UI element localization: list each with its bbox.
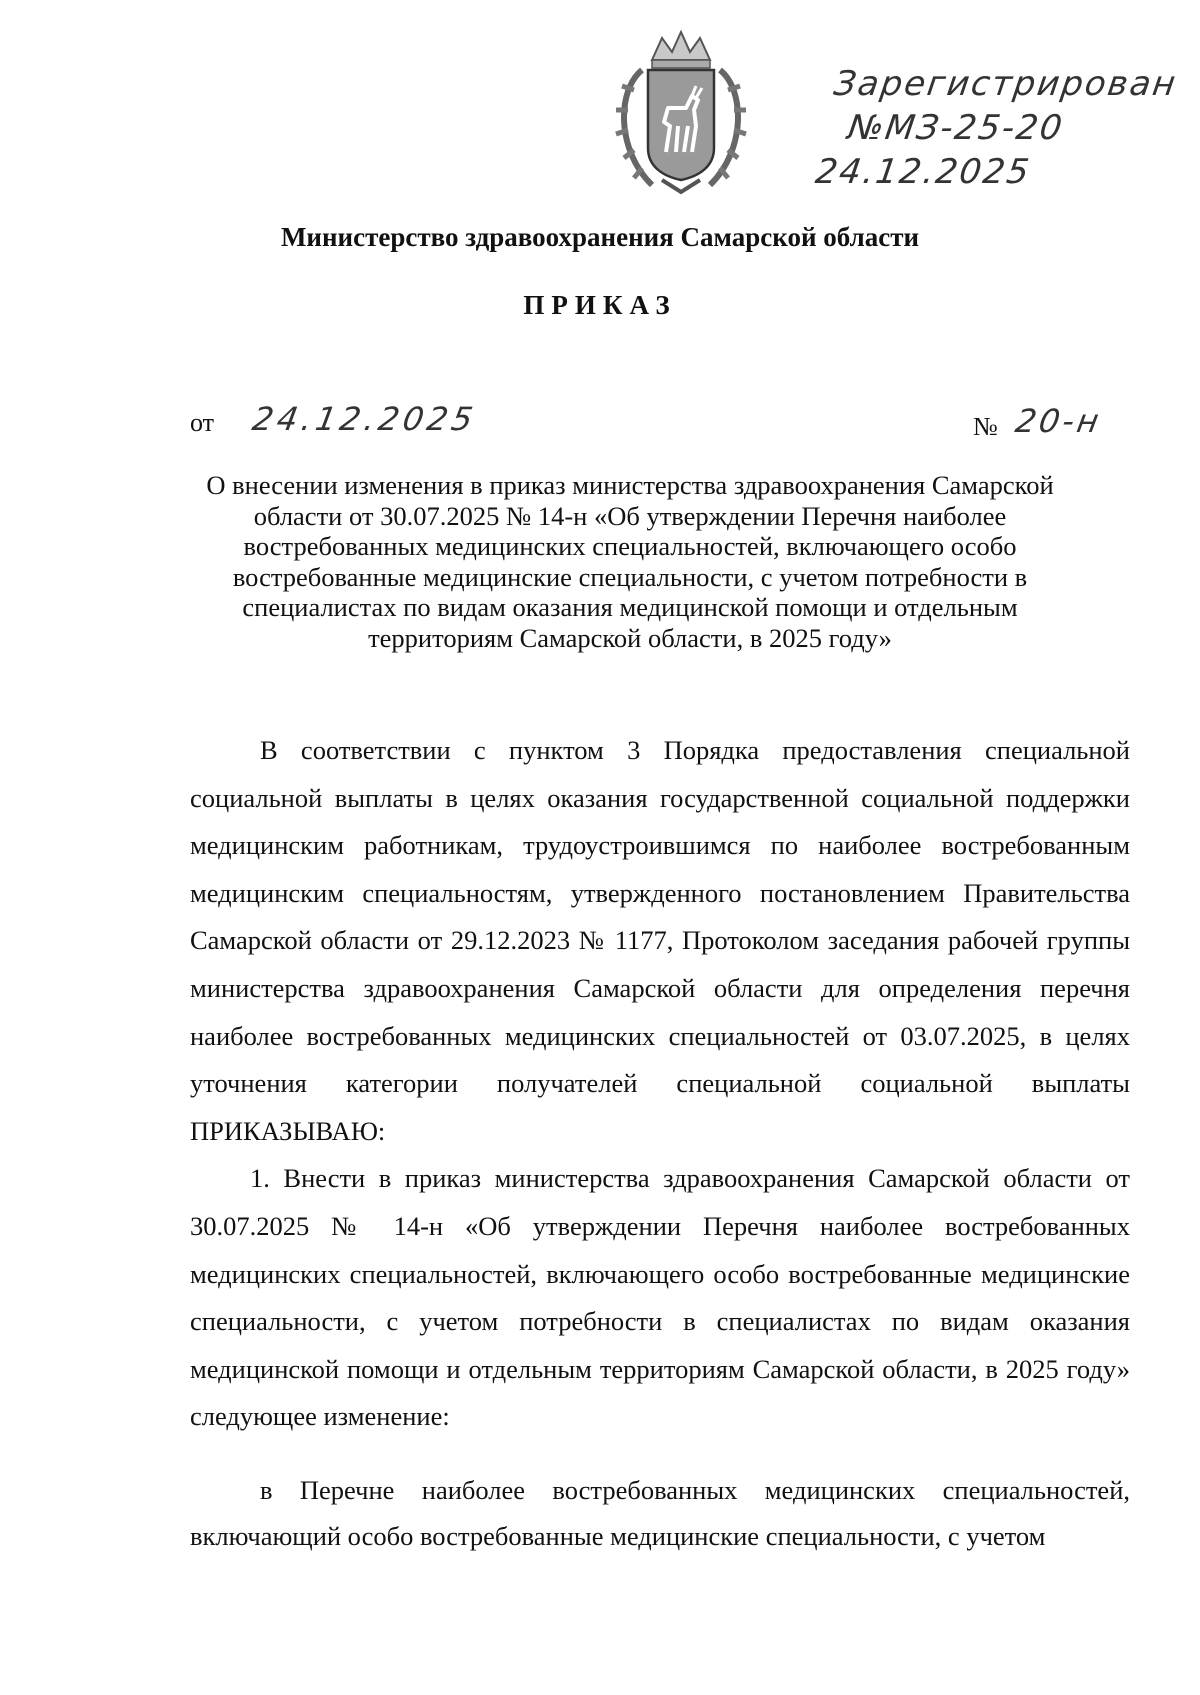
order-meta-row (190, 400, 1120, 450)
samara-coat-of-arms-icon (612, 30, 750, 198)
registration-date: 24.12.2025 (813, 152, 1034, 192)
ministry-name: Министерство здравоохранения Самарской области (280, 222, 920, 252)
preamble-paragraph: В соответствии с пунктом 3 Порядка предоставления специальной социальной выплаты в целях оказания государственной социальной поддержки медицинским работникам, трудоустроившимся по наиболее востребованным медицинским специальностям, утвержденного постановлением Правительства Самарской области от 29.12.2023 № 1177, Протоколом заседания рабочей группы министерства здравоохранения Самарской области для определения перечня наиболее востребованных медицинских специальностей от 03.07.2025, в целях уточнения категории получателей специальной социальной выплаты ПРИКАЗЫВАЮ: (190, 735, 1130, 1146)
number-prefix: № (973, 412, 998, 441)
registration-label: Зарегистрирован (831, 64, 1180, 104)
subject-line: области от 30.07.2025 № 14-н «Об утверждении Перечня наиболее (253, 500, 1007, 531)
order-body (190, 727, 1130, 1559)
registration-note (799, 62, 1198, 194)
document-title: ПРИКАЗ (523, 290, 677, 320)
subject-line: территориям Самарской области, в 2025 году» (368, 622, 892, 653)
subject-line: востребованных медицинских специальностей, включающего особо (243, 531, 1017, 561)
order-date: 24.12.2025 (249, 400, 480, 438)
item-1-text-paragraph: в Перечне наиболее востребованных медицинских специальностей, включающий особо востребованные медицинские специальности, с учетом (190, 1474, 1130, 1551)
subject-line: О внесении изменения в приказ министерства здравоохранения Самарской (206, 470, 1054, 500)
item-1-paragraph: 1. Внести в приказ министерства здравоохранения Самарской области от 30.07.2025 № 14-н «Об утверждении Перечня наиболее востребованных медицинских специальностей, включающего особо востребованные медицинские специальности, с учетом потребности в специалистах по видам оказания медицинской помощи и отдельным территориям Самарской области, в 2025 году» следующее изменение: (190, 1163, 1130, 1432)
order-number: 20-н (1012, 402, 1105, 440)
subject-line: востребованные медицинские специальности, с учетом потребности в (232, 561, 1028, 592)
order-subject (150, 470, 1110, 653)
subject-line: специалистах по видам оказания медицинской помощи и отдельным (242, 592, 1018, 622)
registration-number: №МЗ-25-20 (845, 108, 1067, 148)
date-prefix: от (190, 408, 215, 437)
